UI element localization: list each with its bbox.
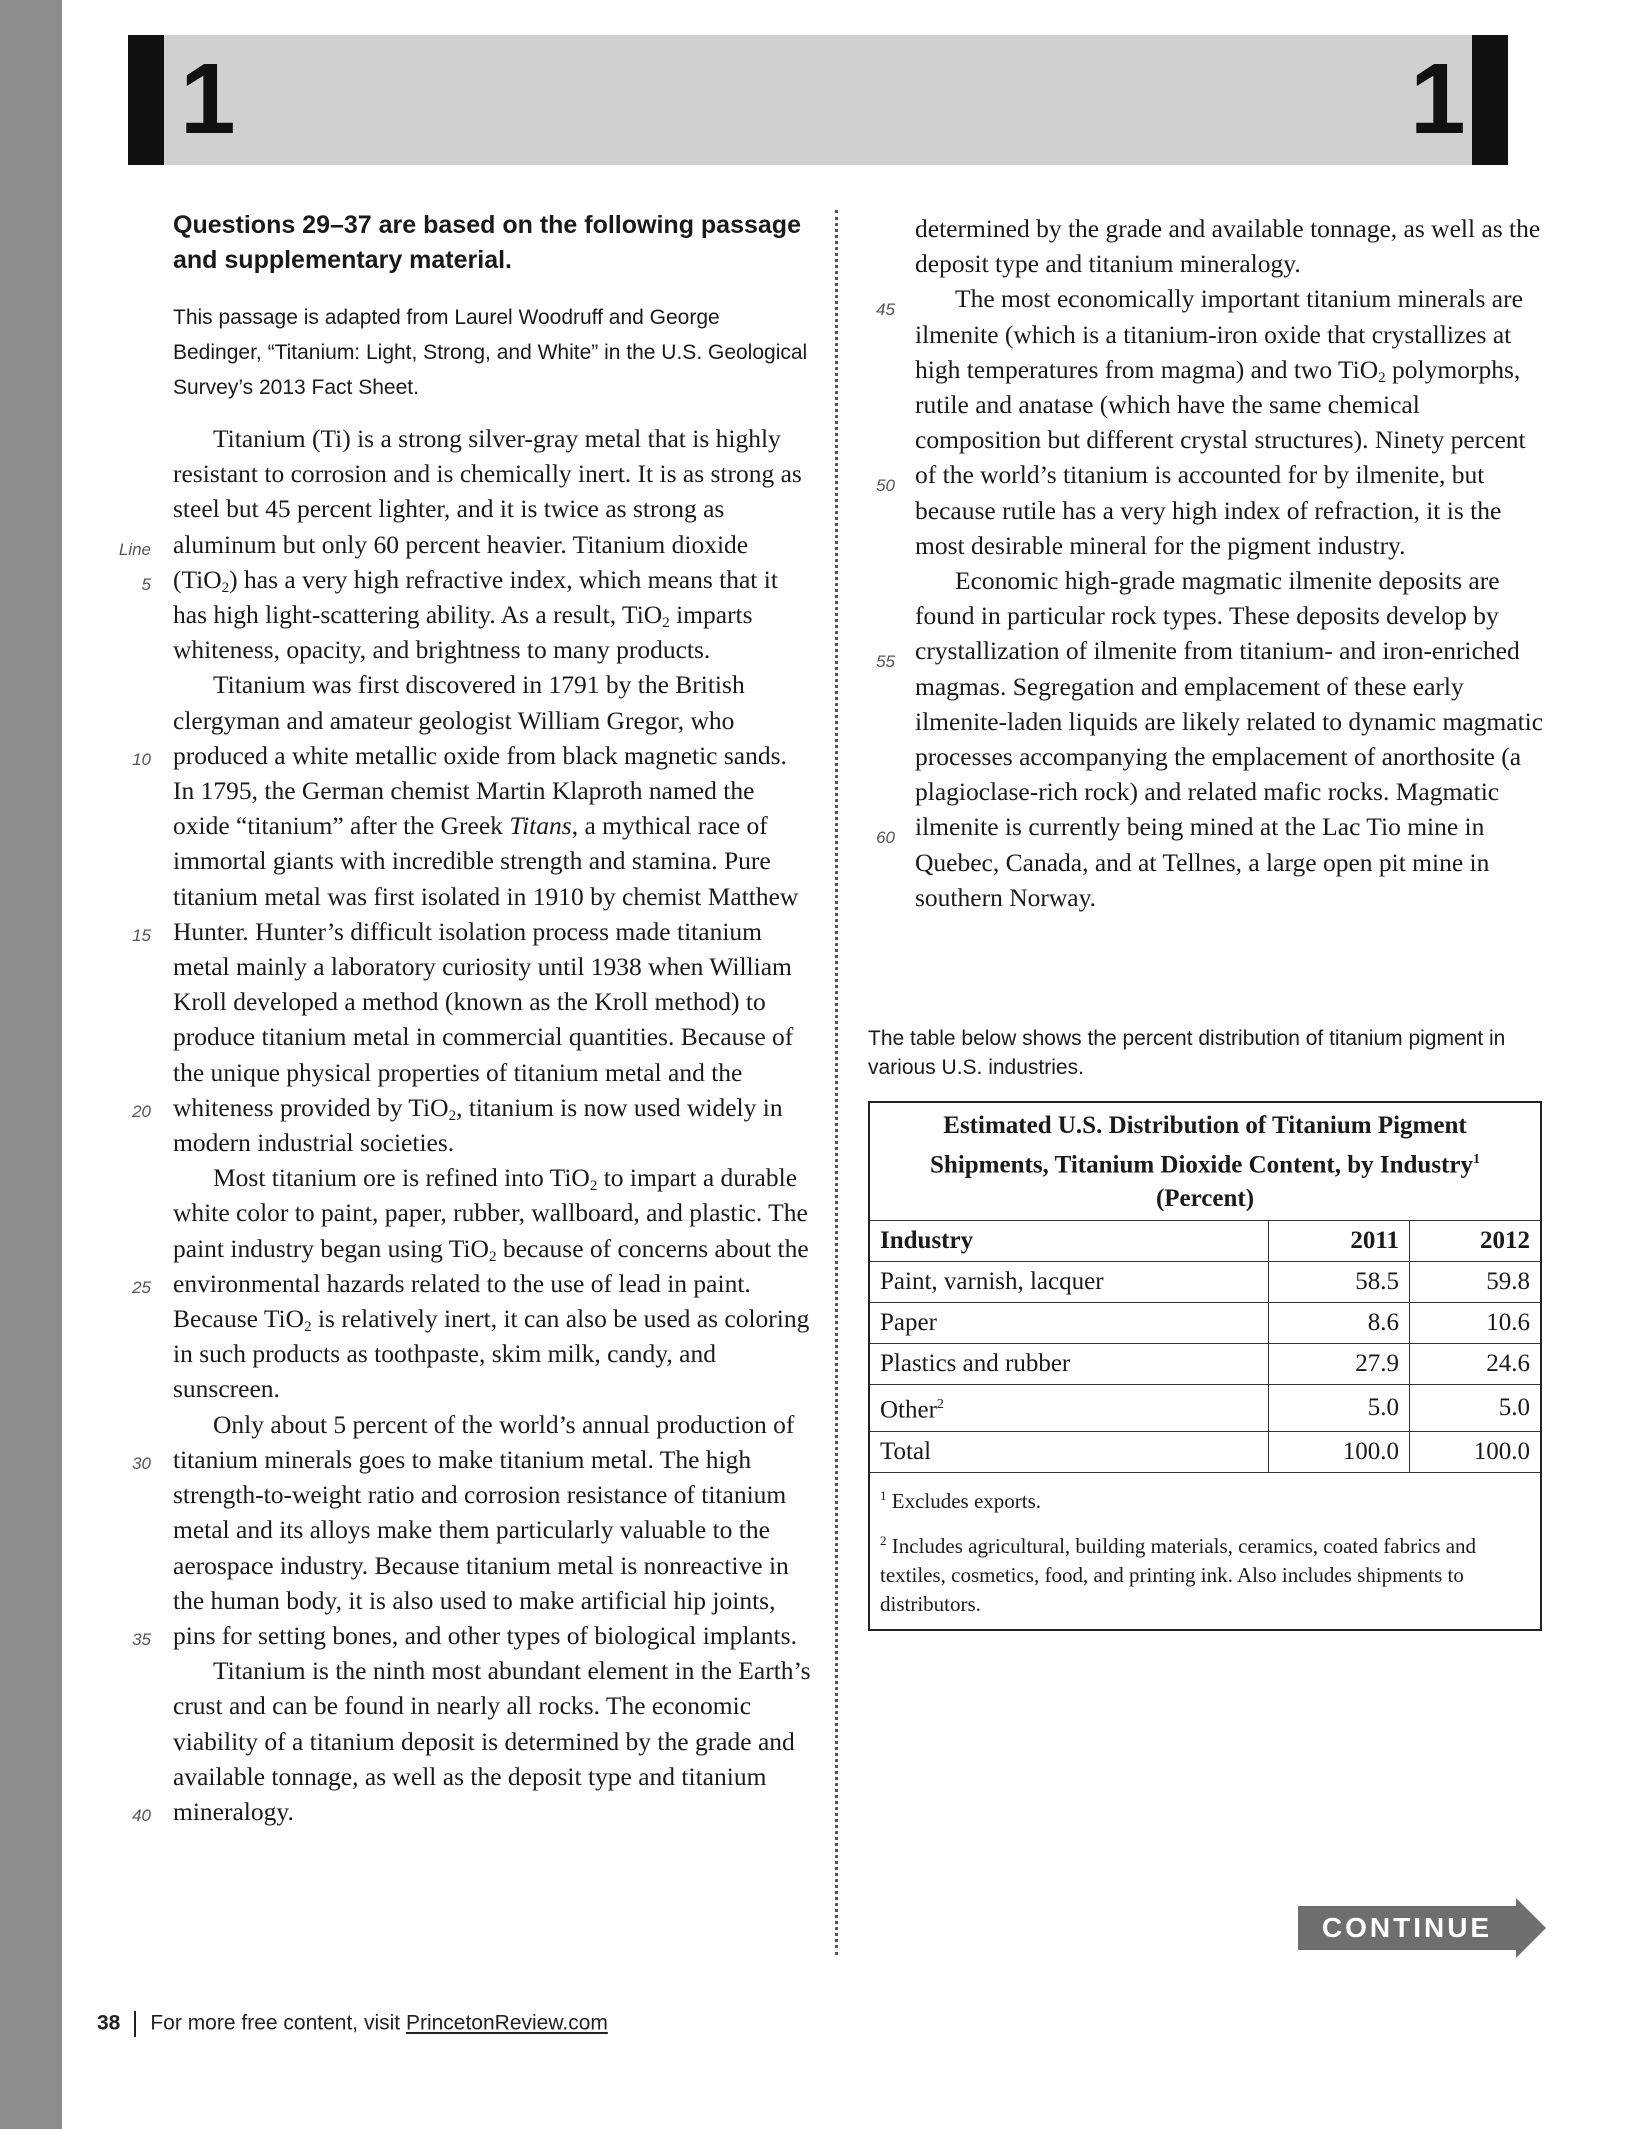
line-number-25: 25 [132,1278,151,1297]
header-industry: Industry [870,1221,1269,1262]
cell-2011: 27.9 [1269,1344,1410,1385]
line-number-45: 45 [876,300,895,319]
page-edge-strip [0,0,62,2129]
continue-button[interactable] [1298,1898,1546,1958]
section-number-left: 1 [180,43,236,155]
cell-2012: 59.8 [1410,1262,1541,1303]
footer-text: For more free content, visit [150,2011,406,2035]
line-number-20: 20 [132,1102,151,1121]
table-title: Estimated U.S. Distribution of Titanium Pigment Shipments, Titanium Dioxide Content, by Industry$^1$ (Percent) [930,1112,1480,1213]
header-right-mark [1472,35,1508,165]
line-number-5: 5 [141,575,151,594]
footnote-2: $^2$ Includes agricultural, building materials, ceramics, coated fabrics and textiles, cosmetics, food, and printing ink. Also includes shipments to distributors. [880,1532,1477,1616]
footnote-1: $^1$ Excludes exports. [880,1487,1042,1513]
cell-industry: Plastics and rubber [870,1344,1269,1385]
table-row [870,1344,1540,1385]
line-number-15: 15 [132,926,151,945]
line-number-10: 10 [132,750,151,769]
paragraph-6: The most economically important titanium minerals are ilmenite (which is a titanium-iron oxide that crystallizes at high temperatures from magma) and two TiO$_2$ polymorphs, rutile and anatase (which have the same chemical composition but different crystal structures). Ninety percent of the world’s titanium is accounted for by ilmenite, but because rutile has a very high index of refraction, it is the most desirable mineral for the pigment industry. [915,284,1526,560]
header-2012: 2012 [1410,1221,1541,1262]
line-number-30: 30 [132,1454,151,1473]
cell-industry: Total [870,1431,1269,1472]
line-number-40: 40 [132,1806,151,1825]
table-row-total [870,1431,1540,1472]
cell-2012: 100.0 [1410,1431,1541,1472]
paragraph-5: Titanium is the ninth most abundant element in the Earth’s crust and can be found in nearly all rocks. The economic viability of a titanium deposit is determined by the grade and available tonnage, as well as the deposit type and titanium mineralogy. [173,1656,811,1826]
cell-industry: Paper [870,1303,1269,1344]
page-number: 38 [97,2011,121,2035]
line-number-60: 60 [876,828,895,847]
table-grid [870,1220,1540,1472]
paragraph-1: Titanium (Ti) is a strong silver-gray metal that is highly resistant to corrosion and is chemically inert. It is as strong as steel but 45 percent lighter, and it is twice as strong as aluminum but only 60 percent heavier. Titanium dioxide (TiO$_2$) has a very high refractive index, which means that it has high light-scattering ability. As a result, TiO$_2$ imparts whiteness, opacity, and brightness to many products. [173,424,802,665]
paragraph-4: Only about 5 percent of the world’s annual production of titanium minerals goes to make titanium metal. The high strength-to-weight ratio and corrosion resistance of titanium metal and its alloys make them particularly valuable to the aerospace industry. Because titanium metal is nonreactive in the human body, it is also used to make artificial hip joints, pins for setting bones, and other types of biological implants. [173,1409,797,1650]
paragraph-2: Titanium was first discovered in 1791 by the British clergyman and amateur geologist William Gregor, who produced a white metallic oxide from black magnetic sands. In 1795, the German chemist Martin Klaproth named the oxide “titanium” after the Greek Titans, a mythical race of immortal giants with incredible strength and stamina. Pure titanium metal was first isolated in 1910 by chemist Matthew Hunter. Hunter’s difficult isolation process made titanium metal mainly a laboratory curiosity until 1938 when William Kroll developed a method (known as the Kroll method) to produce titanium metal in commercial quantities. Because of the unique physical properties of titanium metal and the whiteness provided by TiO$_2$, titanium is now used widely in modern industrial societies. [173,670,799,1158]
paragraph-5-continued: determined by the grade and available tonnage, as well as the deposit type and titanium mineralogy. [915,214,1541,279]
paragraph-7: Economic high-grade magmatic ilmenite deposits are found in particular rock types. These deposits develop by crystallization of ilmenite from titanium- and iron-enriched magmas. Segregation and emplacement of these early ilmenite-laden liquids are likely related to dynamic magmatic processes accompanying the emplacement of anorthosite (a plagioclase-rich rock) and related mafic rocks. Magmatic ilmenite is currently being mined at the Lac Tio mine in Quebec, Canada, and at Tellnes, a large open pit mine in southern Norway. [915,566,1544,912]
cell-2011: 5.0 [1269,1385,1410,1431]
cell-industry: Paint, varnish, lacquer [870,1262,1269,1303]
header-2011: 2011 [1269,1221,1410,1262]
section-header-bar [128,35,1508,165]
cell-industry: Other$^2$ [870,1385,1269,1431]
continue-label: CONTINUE [1321,1912,1493,1943]
right-column [876,211,1545,915]
cell-2012: 5.0 [1410,1385,1541,1431]
passage-intro-heading: Questions 29–37 are based on the following passage and supplementary material. [173,211,801,274]
page-footer [97,2011,608,2037]
table-row [870,1385,1540,1431]
table-caption: The table below shows the percent distribution of titanium pigment in various U.S. industries. [868,1027,1506,1079]
cell-2012: 24.6 [1410,1344,1541,1385]
passage-text-right [876,211,1545,915]
paragraph-3: Most titanium ore is refined into TiO$_2$ to impart a durable white color to paint, paper, rubber, wallboard, and plastic. The paint industry began using TiO$_2$ because of concerns about the environmental hazards related to the use of lead in paint. Because TiO$_2$ is relatively inert, it can also be used as coloring in such products as toothpaste, skim milk, candy, and sunscreen. [173,1163,810,1404]
line-number-55: 55 [876,652,895,671]
cell-2012: 10.6 [1410,1303,1541,1344]
cell-2011: 58.5 [1269,1262,1410,1303]
table-footnotes [870,1473,1540,1629]
table-header-row [870,1221,1540,1262]
pigment-distribution-table [868,1101,1542,1631]
left-column [118,208,813,1826]
line-label: Line [118,540,151,559]
section-number-right: 1 [1410,43,1466,155]
footer-separator [134,2011,136,2037]
cell-2011: 8.6 [1269,1303,1410,1344]
footer-link[interactable]: PrincetonReview.com [405,2011,608,2035]
cell-2011: 100.0 [1269,1431,1410,1472]
table-row [870,1262,1540,1303]
line-number-35: 35 [132,1630,151,1649]
passage-source-note: This passage is adapted from Laurel Woodruff and George Bedinger, “Titanium: Light, Strong, and White” in the U.S. Geological Survey’s 2013 Fact Sheet. [173,306,808,399]
table-row [870,1303,1540,1344]
line-number-50: 50 [876,476,895,495]
passage-text-left [118,421,813,1826]
header-left-mark [128,35,164,165]
